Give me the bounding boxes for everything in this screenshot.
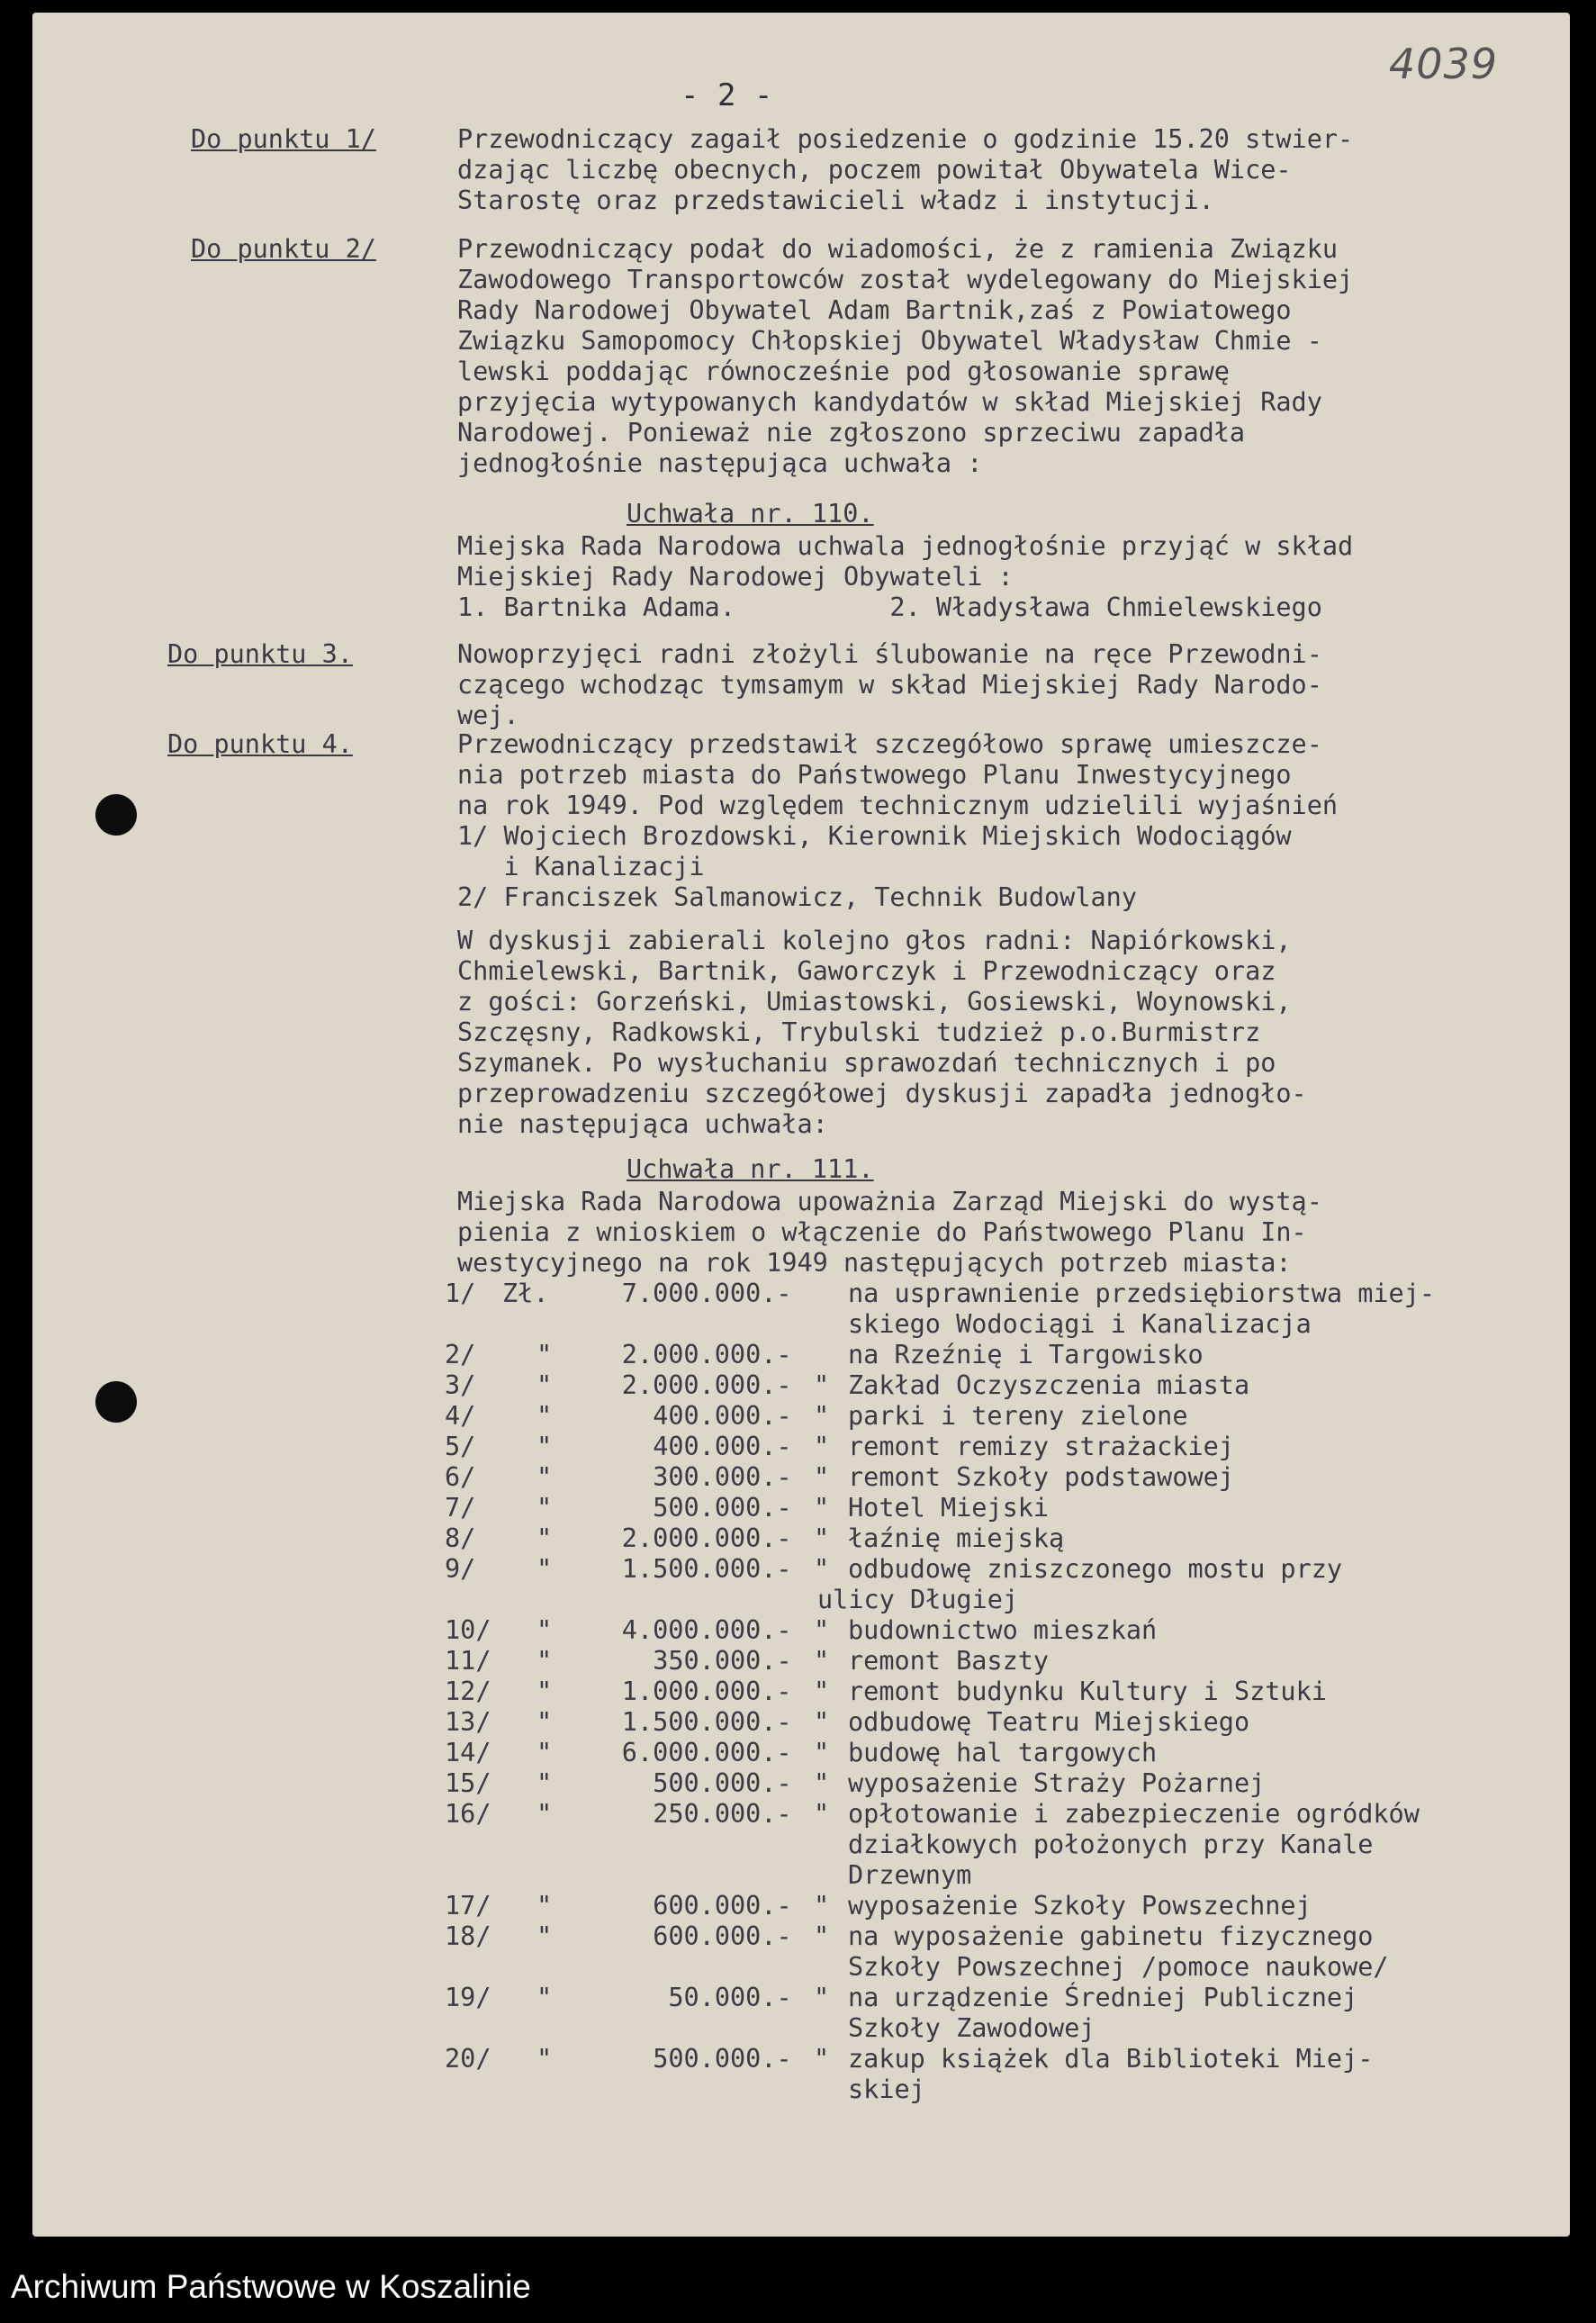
investment-description: na urządzenie Średniej Publicznej bbox=[848, 1983, 1358, 2012]
paragraph-line: jednogłośnie następująca uchwała : bbox=[457, 448, 983, 478]
discussion-line: przeprowadzeniu szczegółowej dyskusji zapadła jednogło- bbox=[457, 1079, 1307, 1108]
investment-amount: 500.000.- bbox=[653, 2044, 792, 2074]
investment-number: 13/ bbox=[445, 1707, 491, 1737]
investment-amount: 500.000.- bbox=[653, 1493, 792, 1523]
investment-amount: 6.000.000.- bbox=[621, 1738, 792, 1767]
paragraph-line: na rok 1949. Pod względem technicznym udzielili wyjaśnień bbox=[457, 791, 1339, 820]
investment-number: 17/ bbox=[445, 1891, 491, 1921]
ditto-mark: " bbox=[814, 1707, 830, 1737]
investment-description: ulicy Długiej bbox=[817, 1585, 1019, 1614]
investment-currency: " bbox=[537, 1921, 553, 1951]
investment-currency: " bbox=[537, 1707, 553, 1737]
ditto-mark: " bbox=[814, 2044, 830, 2074]
investment-currency: " bbox=[537, 1340, 553, 1369]
investment-number: 7/ bbox=[445, 1493, 476, 1523]
investment-number: 11/ bbox=[445, 1646, 491, 1676]
investment-description: budownictwo mieszkań bbox=[848, 1615, 1158, 1645]
investment-description: zakup książek dla Biblioteki Miej- bbox=[848, 2044, 1374, 2074]
ditto-mark: " bbox=[814, 1738, 830, 1767]
investment-amount: 400.000.- bbox=[653, 1432, 792, 1461]
investment-number: 5/ bbox=[445, 1432, 476, 1461]
investment-currency: " bbox=[537, 1768, 553, 1798]
paragraph-line: Zawodowego Transportowców został wydelegowany do Miejskiej bbox=[457, 265, 1354, 294]
ditto-mark: " bbox=[814, 1554, 830, 1584]
investment-currency: " bbox=[537, 1554, 553, 1584]
paragraph-line: przyjęcia wytypowanych kandydatów w skład Miejskiej Rady bbox=[457, 387, 1322, 417]
investment-description: remont Baszty bbox=[848, 1646, 1050, 1676]
investment-number: 18/ bbox=[445, 1921, 491, 1951]
ditto-mark: " bbox=[814, 1615, 830, 1645]
ditto-mark: " bbox=[814, 1370, 830, 1400]
investment-number: 15/ bbox=[445, 1768, 491, 1798]
investment-description: budowę hal targowych bbox=[848, 1738, 1158, 1767]
investment-number: 6/ bbox=[445, 1462, 476, 1492]
punch-hole bbox=[95, 1381, 137, 1423]
paragraph-line: Nowoprzyjęci radni złożyli ślubowanie na ręce Przewodni- bbox=[457, 639, 1322, 669]
investment-currency: " bbox=[537, 1432, 553, 1461]
paragraph-line: 1/ Wojciech Brozdowski, Kierownik Miejskich Wodociągów bbox=[457, 821, 1292, 851]
investment-amount: 250.000.- bbox=[653, 1799, 792, 1829]
investment-amount: 300.000.- bbox=[653, 1462, 792, 1492]
archive-number-handwritten: 4039 bbox=[1388, 40, 1498, 88]
ditto-mark: " bbox=[814, 1799, 830, 1829]
paragraph-line: Związku Samopomocy Chłopskiej Obywatel Władysław Chmie - bbox=[457, 326, 1322, 356]
investment-description: opłotowanie i zabezpieczenie ogródków bbox=[848, 1799, 1420, 1829]
investment-currency: " bbox=[537, 1738, 553, 1767]
paragraph-line: nia potrzeb miasta do Państwowego Planu Inwestycyjnego bbox=[457, 760, 1292, 790]
section-label: Do punktu 3. bbox=[167, 639, 353, 669]
investment-description: parki i tereny zielone bbox=[848, 1401, 1188, 1431]
investment-amount: 350.000.- bbox=[653, 1646, 792, 1676]
paragraph-line: Starostę oraz przedstawicieli władz i instytucji. bbox=[457, 185, 1214, 215]
investment-description: Szkoły Powszechnej /pomoce naukowe/ bbox=[848, 1952, 1389, 1982]
investment-amount: 400.000.- bbox=[653, 1401, 792, 1431]
paragraph-line: Przewodniczący podał do wiadomości, że z ramienia Związku bbox=[457, 234, 1339, 264]
archive-footer: Archiwum Państwowe w Koszalinie bbox=[11, 2268, 531, 2305]
investment-description: Szkoły Zawodowej bbox=[848, 2013, 1096, 2043]
ditto-mark: " bbox=[814, 1921, 830, 1951]
investment-number: 9/ bbox=[445, 1554, 476, 1584]
document-sheet bbox=[32, 13, 1570, 2237]
investment-description: łaźnię miejską bbox=[848, 1523, 1065, 1553]
investment-currency: " bbox=[537, 1523, 553, 1553]
investment-description: skiej bbox=[848, 2074, 925, 2104]
investment-number: 14/ bbox=[445, 1738, 491, 1767]
investment-currency: " bbox=[537, 1891, 553, 1921]
investment-description: odbudowę Teatru Miejskiego bbox=[848, 1707, 1250, 1737]
resolution-line: Miejska Rada Narodowa uchwala jednogłośnie przyjąć w skład bbox=[457, 531, 1354, 561]
paragraph-line: lewski poddając równocześnie pod głosowanie sprawę bbox=[457, 357, 1230, 386]
discussion-line: Szymanek. Po wysłuchaniu sprawozdań technicznych i po bbox=[457, 1048, 1276, 1078]
ditto-mark: " bbox=[814, 1493, 830, 1523]
paragraph-line: Narodowej. Ponieważ nie zgłoszono sprzeciwu zapadła bbox=[457, 418, 1246, 447]
investment-number: 2/ bbox=[445, 1340, 476, 1369]
investment-amount: 1.000.000.- bbox=[621, 1677, 792, 1706]
ditto-mark: " bbox=[814, 1401, 830, 1431]
paragraph-line: Rady Narodowej Obywatel Adam Bartnik,zaś z Powiatowego bbox=[457, 295, 1292, 325]
resolution-line: 1. Bartnika Adama. 2. Władysława Chmielewskiego bbox=[457, 592, 1322, 622]
investment-amount: 4.000.000.- bbox=[621, 1615, 792, 1645]
investment-amount: 2.000.000.- bbox=[621, 1370, 792, 1400]
section-label: Do punktu 4. bbox=[167, 729, 353, 759]
investment-number: 1/ bbox=[445, 1279, 476, 1308]
investment-description: Drzewnym bbox=[848, 1860, 972, 1890]
paragraph-line: wej. bbox=[457, 701, 519, 730]
investment-description: skiego Wodociągi i Kanalizacja bbox=[848, 1309, 1312, 1339]
paragraph-line: dzając liczbę obecnych, poczem powitał Obywatela Wice- bbox=[457, 155, 1292, 185]
investment-currency: " bbox=[537, 2044, 553, 2074]
paragraph-line: Przewodniczący przedstawił szczegółowo sprawę umieszcze- bbox=[457, 729, 1322, 759]
investment-amount: 2.000.000.- bbox=[621, 1523, 792, 1553]
punch-hole bbox=[95, 794, 137, 836]
investment-number: 12/ bbox=[445, 1677, 491, 1706]
ditto-mark: " bbox=[814, 1432, 830, 1461]
ditto-mark: " bbox=[814, 1646, 830, 1676]
investment-description: działkowych położonych przy Kanale bbox=[848, 1830, 1374, 1859]
paragraph-line: 2/ Franciszek Salmanowicz, Technik Budowlany bbox=[457, 882, 1137, 912]
investment-currency: " bbox=[537, 1401, 553, 1431]
investment-amount: 2.000.000.- bbox=[621, 1340, 792, 1369]
investment-amount: 1.500.000.- bbox=[621, 1554, 792, 1584]
investment-amount: 500.000.- bbox=[653, 1768, 792, 1798]
resolution-line: Miejska Rada Narodowa upoważnia Zarząd Miejski do wystą- bbox=[457, 1187, 1322, 1216]
ditto-mark: " bbox=[814, 1462, 830, 1492]
paragraph-line: Przewodniczący zagaił posiedzenie o godzinie 15.20 stwier- bbox=[457, 124, 1354, 154]
investment-currency: " bbox=[537, 1677, 553, 1706]
investment-number: 3/ bbox=[445, 1370, 476, 1400]
resolution-title: Uchwała nr. 110. bbox=[627, 499, 874, 529]
ditto-mark: " bbox=[814, 1768, 830, 1798]
investment-description: odbudowę zniszczonego mostu przy bbox=[848, 1554, 1343, 1584]
investment-amount: 50.000.- bbox=[668, 1983, 792, 2012]
paragraph-line: i Kanalizacji bbox=[457, 852, 705, 881]
investment-number: 4/ bbox=[445, 1401, 476, 1431]
section-label: Do punktu 1/ bbox=[191, 124, 376, 154]
page-number: - 2 - bbox=[681, 77, 773, 113]
investment-number: 19/ bbox=[445, 1983, 491, 2012]
investment-currency: " bbox=[537, 1646, 553, 1676]
section-label: Do punktu 2/ bbox=[191, 234, 376, 264]
discussion-line: Szczęsny, Radkowski, Trybulski tudzież p.o.Burmistrz bbox=[457, 1017, 1261, 1047]
investment-description: wyposażenie Straży Pożarnej bbox=[848, 1768, 1266, 1798]
investment-description: na wyposażenie gabinetu fizycznego bbox=[848, 1921, 1374, 1951]
investment-description: na usprawnienie przedsiębiorstwa miej- bbox=[848, 1279, 1436, 1308]
investment-amount: 7.000.000.- bbox=[621, 1279, 792, 1308]
investment-description: remont Szkoły podstawowej bbox=[848, 1462, 1234, 1492]
discussion-line: W dyskusji zabierali kolejno głos radni: Napiórkowski, bbox=[457, 926, 1292, 955]
investment-currency: " bbox=[537, 1615, 553, 1645]
discussion-line: nie następująca uchwała: bbox=[457, 1109, 828, 1139]
investment-amount: 600.000.- bbox=[653, 1921, 792, 1951]
ditto-mark: " bbox=[814, 1891, 830, 1921]
investment-description: wyposażenie Szkoły Powszechnej bbox=[848, 1891, 1312, 1921]
investment-currency: " bbox=[537, 1462, 553, 1492]
discussion-line: z gości: Gorzeński, Umiastowski, Gosiewski, Woynowski, bbox=[457, 987, 1292, 1017]
resolution-line: pienia z wnioskiem o włączenie do Państwowego Planu In- bbox=[457, 1217, 1307, 1247]
investment-description: remont remizy strażackiej bbox=[848, 1432, 1234, 1461]
investment-description: remont budynku Kultury i Sztuki bbox=[848, 1677, 1327, 1706]
investment-number: 10/ bbox=[445, 1615, 491, 1645]
investment-currency: Zł. bbox=[502, 1279, 549, 1308]
investment-number: 8/ bbox=[445, 1523, 476, 1553]
ditto-mark: " bbox=[814, 1677, 830, 1706]
investment-currency: " bbox=[537, 1799, 553, 1829]
ditto-mark: " bbox=[814, 1983, 830, 2012]
resolution-title: Uchwała nr. 111. bbox=[627, 1154, 874, 1184]
ditto-mark: " bbox=[814, 1523, 830, 1553]
investment-description: Zakład Oczyszczenia miasta bbox=[848, 1370, 1250, 1400]
investment-currency: " bbox=[537, 1983, 553, 2012]
discussion-line: Chmielewski, Bartnik, Gaworczyk i Przewodniczący oraz bbox=[457, 956, 1276, 986]
resolution-line: Miejskiej Rady Narodowej Obywateli : bbox=[457, 562, 1014, 592]
paragraph-line: czącego wchodząc tymsamym w skład Miejskiej Rady Narodo- bbox=[457, 670, 1322, 700]
investment-number: 20/ bbox=[445, 2044, 491, 2074]
resolution-line: westycyjnego na rok 1949 następujących potrzeb miasta: bbox=[457, 1248, 1292, 1278]
investment-currency: " bbox=[537, 1493, 553, 1523]
investment-description: Hotel Miejski bbox=[848, 1493, 1050, 1523]
investment-currency: " bbox=[537, 1370, 553, 1400]
investment-amount: 600.000.- bbox=[653, 1891, 792, 1921]
investment-amount: 1.500.000.- bbox=[621, 1707, 792, 1737]
investment-description: na Rzeźnię i Targowisko bbox=[848, 1340, 1204, 1369]
investment-number: 16/ bbox=[445, 1799, 491, 1829]
